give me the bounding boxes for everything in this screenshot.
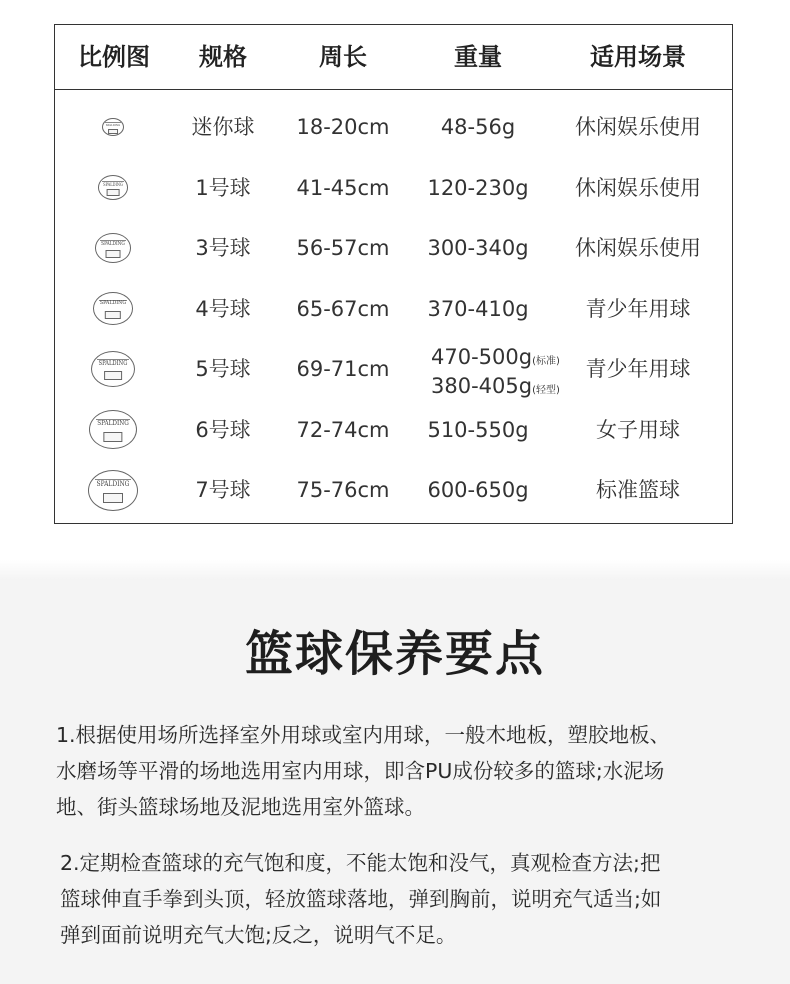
cell-use: 休闲娱乐使用 xyxy=(575,115,701,139)
table-row xyxy=(55,339,732,399)
paragraph-line: 2.定期检查篮球的充气饱和度，不能太饱和没气，真观检查方法;把 xyxy=(60,851,661,875)
table-row xyxy=(55,400,732,460)
header-use: 适用场景 xyxy=(590,43,686,71)
header-image: 比例图 xyxy=(78,43,150,71)
ball-brand-text: SPALDING xyxy=(99,300,127,307)
care-paragraph-2 xyxy=(60,845,750,953)
table-row xyxy=(55,460,732,520)
ball-brand-text: SPALDING xyxy=(101,240,125,247)
cell-use: 青少年用球 xyxy=(585,357,691,381)
basketball-icon xyxy=(95,233,131,263)
cell-weight: 600-650g xyxy=(427,478,529,502)
cell-circumference: 65-67cm xyxy=(296,296,390,321)
basketball-icon xyxy=(91,351,135,387)
basketball-icon xyxy=(88,470,138,511)
care-paragraph-1 xyxy=(56,717,746,825)
header-size: 规格 xyxy=(199,43,247,71)
ball-logo-mark xyxy=(105,311,121,319)
table-row xyxy=(55,279,732,339)
paragraph-line: 1.根据使用场所选择室外用球或室内用球，一般木地板，塑胶地板、 xyxy=(56,723,671,747)
table-row xyxy=(55,97,732,157)
cell-circumference: 18-20cm xyxy=(296,115,390,139)
weight-light-note: (轻型) xyxy=(532,385,560,396)
ball-brand-text: SPALDING xyxy=(97,419,129,428)
paragraph-line: 弹到面前说明充气大饱;反之，说明气不足。 xyxy=(60,923,457,947)
paragraph-line: 水磨场等平滑的场地选用室内用球，即含PU成份较多的篮球;水泥场 xyxy=(56,759,665,783)
size-chart-table xyxy=(54,24,733,524)
cell-weight: 510-550g xyxy=(427,417,529,442)
cell-circumference: 75-76cm xyxy=(296,478,390,502)
cell-weight: 300-340g xyxy=(427,236,529,260)
cell-use: 休闲娱乐使用 xyxy=(575,175,701,200)
cell-size: 迷你球 xyxy=(191,115,255,139)
section-divider xyxy=(0,560,790,580)
cell-size: 5号球 xyxy=(195,357,251,381)
cell-weight xyxy=(431,339,561,399)
cell-weight: 120-230g xyxy=(427,175,529,200)
cell-use: 休闲娱乐使用 xyxy=(575,236,701,260)
basketball-icon xyxy=(102,118,124,136)
weight-standard-note: (标准) xyxy=(532,356,560,367)
table-header xyxy=(55,25,732,90)
ball-brand-text: SPALDING xyxy=(103,181,123,187)
cell-use: 标准篮球 xyxy=(596,478,680,502)
care-title: 篮球保养要点 xyxy=(244,626,545,682)
ball-brand-text: SPALDING xyxy=(98,359,128,367)
weight-standard: 470-500g xyxy=(431,345,533,369)
cell-circumference: 56-57cm xyxy=(296,236,390,260)
ball-logo-mark xyxy=(107,189,120,196)
cell-circumference: 72-74cm xyxy=(296,417,390,442)
cell-circumference: 69-71cm xyxy=(296,357,390,381)
header-circumference: 周长 xyxy=(319,43,367,71)
cell-use: 女子用球 xyxy=(596,417,680,442)
basketball-icon xyxy=(93,292,133,325)
basketball-icon xyxy=(89,410,137,449)
table-row xyxy=(55,218,732,278)
ball-logo-mark xyxy=(104,371,122,380)
ball-logo-mark xyxy=(103,432,122,442)
cell-size: 7号球 xyxy=(195,478,251,502)
cell-size: 6号球 xyxy=(195,417,251,442)
cell-weight: 370-410g xyxy=(427,296,529,321)
paragraph-line: 地、街头篮球场地及泥地选用室外篮球。 xyxy=(56,795,425,819)
cell-size: 1号球 xyxy=(195,175,251,200)
table-row xyxy=(55,158,732,218)
ball-brand-text: SPALDING xyxy=(96,479,130,488)
cell-size: 4号球 xyxy=(195,296,251,321)
paragraph-line: 篮球伸直手拳到头顶，轻放篮球落地，弹到胸前，说明充气适当;如 xyxy=(60,887,662,911)
ball-logo-mark xyxy=(103,493,123,503)
ball-brand-text: SPALDING xyxy=(105,122,121,127)
cell-use: 青少年用球 xyxy=(585,296,691,321)
header-weight: 重量 xyxy=(454,43,502,71)
cell-weight: 48-56g xyxy=(440,115,516,139)
cell-size: 3号球 xyxy=(195,236,251,260)
basketball-icon xyxy=(98,175,128,200)
ball-logo-mark xyxy=(106,250,121,258)
weight-light: 380-405g xyxy=(431,374,533,398)
ball-logo-mark xyxy=(108,129,118,135)
cell-circumference: 41-45cm xyxy=(296,175,390,200)
